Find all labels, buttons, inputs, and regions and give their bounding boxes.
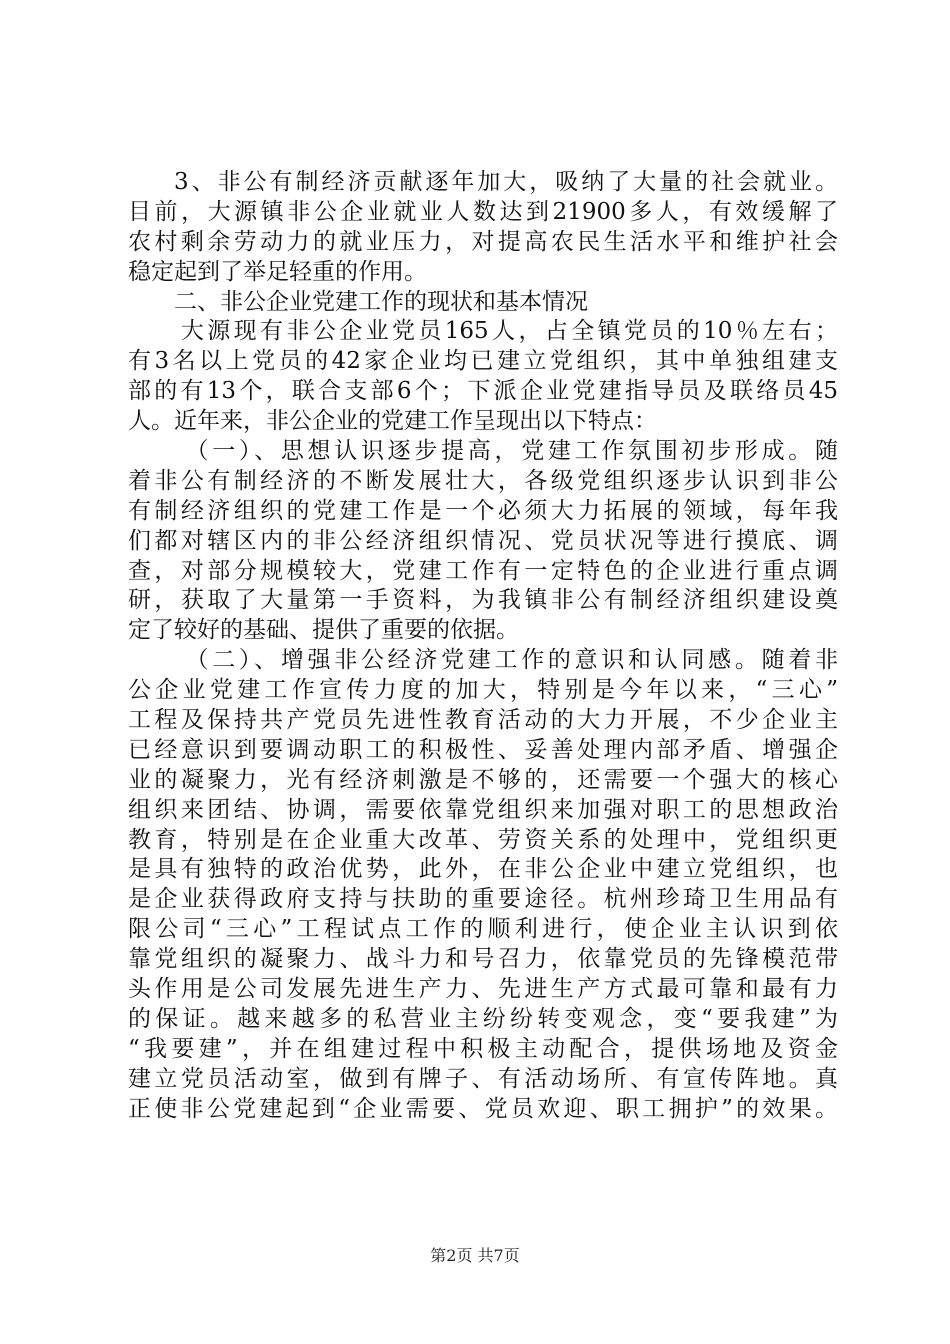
paragraph — [128, 168, 838, 288]
text-line: 大源现有非公企业党员165人，占全镇党员的10％左右； — [180, 318, 838, 345]
text-line: 农村剩余劳动力的就业压力，对提高农民生活水平和维护社会 — [128, 228, 838, 255]
text-line: 限公司“三心”工程试点工作的顺利进行，使企业主认识到依 — [128, 916, 838, 943]
text-line: 教育，特别是在企业重大改革、劳资关系的处理中，党组织更 — [128, 826, 838, 853]
text-line: （一）、思想认识逐步提高，党建工作氛围初步形成。随 — [185, 438, 838, 465]
text-line: 建立党员活动室，做到有牌子、有活动场所、有宣传阵地。真 — [128, 1065, 838, 1092]
text-line: 有制经济组织的党建工作是一个必须大力拓展的领域，每年我 — [128, 497, 838, 524]
text-line: 稳定起到了举足轻重的作用。 — [128, 258, 427, 285]
paragraph — [128, 317, 838, 437]
text-line: 部的有13个，联合支部6个；下派企业党建指导员及联络员45 — [128, 378, 838, 405]
text-line: （二）、增强非公经济党建工作的意识和认同感。随着非 — [185, 647, 838, 674]
text-line: 头作用是公司发展先进生产力、先进生产方式最可靠和最有力 — [128, 976, 838, 1003]
text-line: 工程及保持共产党员先进性教育活动的大力开展，不少企业主 — [128, 707, 838, 734]
text-line: 业的凝聚力，光有经济刺激是不够的，还需要一个强大的核心 — [128, 766, 838, 793]
text-line: 已经意识到要调动职工的积极性、妥善处理内部矛盾、增强企 — [128, 736, 838, 763]
text-line: 人。近年来，非公企业的党建工作呈现出以下特点： — [128, 408, 657, 435]
text-line: 的保证。越来越多的私营业主纷纷转变观念，变“要我建”为 — [128, 1005, 838, 1032]
text-line: 是企业获得政府支持与扶助的重要途径。杭州珍琦卫生用品有 — [128, 886, 838, 913]
text-line: 们都对辖区内的非公经济组织情况、党员状况等进行摸底、调 — [128, 527, 838, 554]
text-line: 正使非公党建起到“企业需要、党员欢迎、职工拥护”的效果。 — [128, 1095, 838, 1122]
text-line: 公企业党建工作宣传力度的加大，特别是今年以来，“三心” — [128, 677, 838, 704]
text-line: 着非公有制经济的不断发展壮大，各级党组织逐步认识到非公 — [128, 467, 838, 494]
paragraph — [128, 437, 838, 646]
text-line: 定了较好的基础、提供了重要的依据。 — [128, 617, 519, 644]
document-body — [128, 168, 838, 1125]
text-line: 目前，大源镇非公企业就业人数达到21900多人，有效缓解了 — [128, 198, 838, 225]
page-footer: 第2页 共7页 — [430, 1246, 520, 1265]
text-line: 二、非公企业党建工作的现状和基本情况 — [174, 288, 588, 315]
text-line: 是具有独特的政治优势，此外，在非公企业中建立党组织，也 — [128, 856, 838, 883]
text-line: 3、非公有制经济贡献逐年加大，吸纳了大量的社会就业。 — [174, 169, 838, 195]
paragraph — [128, 288, 838, 318]
text-line: 有3名以上党员的42家企业均已建立党组织，其中单独组建支 — [128, 348, 838, 375]
text-line: 靠党组织的凝聚力、战斗力和号召力，依靠党员的先锋模范带 — [128, 946, 838, 973]
text-line: 研，获取了大量第一手资料，为我镇非公有制经济组织建设奠 — [128, 587, 838, 614]
text-line: 组织来团结、协调，需要依靠党组织来加强对职工的思想政治 — [128, 796, 838, 823]
text-line: 查，对部分规模较大，党建工作有一定特色的企业进行重点调 — [128, 557, 838, 584]
paragraph — [128, 646, 838, 1124]
text-line: “我要建”，并在组建过程中积极主动配合，提供场地及资金 — [128, 1035, 838, 1062]
